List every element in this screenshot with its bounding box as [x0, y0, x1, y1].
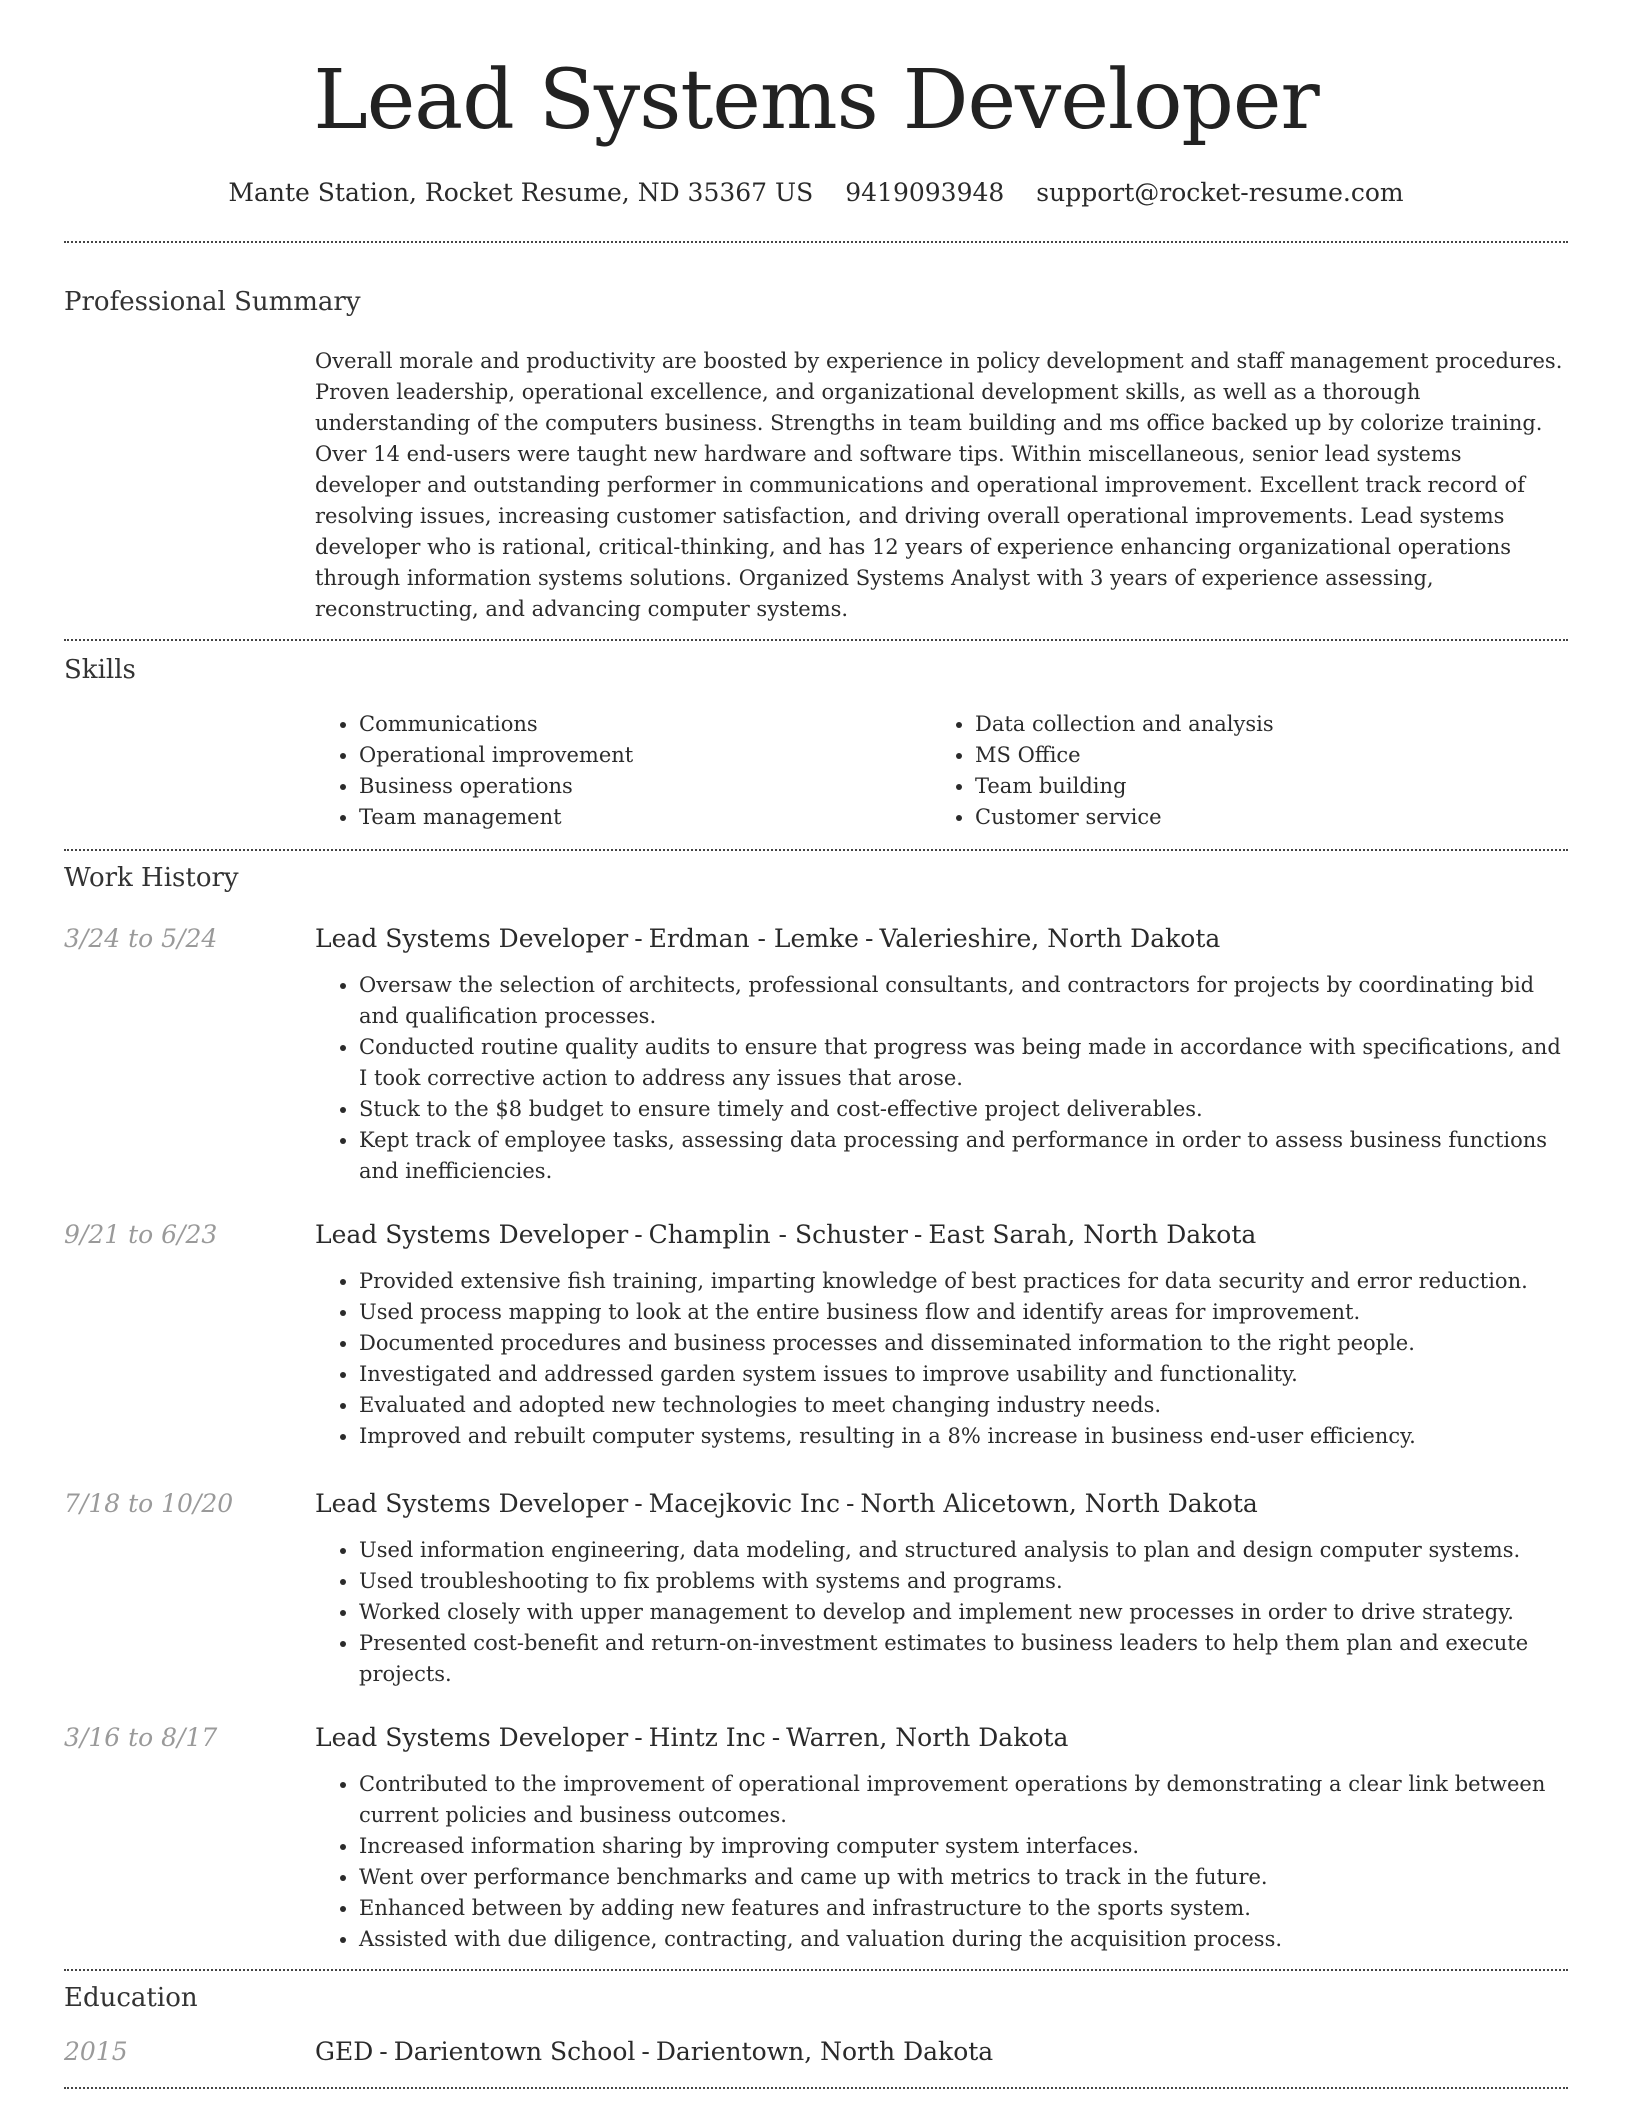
job-bullet: • Assisted with due diligence, contracting, and valuation during the acquisition process.: [359, 1924, 1568, 1955]
job-entry: [64, 1721, 1568, 1955]
skills-list: [315, 709, 1568, 833]
job-bullets: [315, 1769, 1568, 1955]
education-entry: [64, 2035, 1568, 2069]
skills-column-right: [931, 709, 1568, 833]
section-title-education: Education: [64, 1983, 198, 2013]
resume-name: Lead Systems Developer: [313, 53, 1319, 148]
job-company: Champlin - Schuster: [648, 1220, 908, 1249]
job-bullet: • Kept track of employee tasks, assessing data processing and performance in order to assess business functions and inefficiencies.: [359, 1125, 1568, 1187]
job-bullet: • Worked closely with upper management to develop and implement new processes in order to drive strategy.: [359, 1597, 1568, 1628]
job-heading: Lead Systems Developer - Erdman - Lemke - Valerieshire, North Dakota: [315, 924, 1221, 953]
job-bullet: • Provided extensive fish training, imparting knowledge of best practices for data security and error reduction.: [359, 1266, 1568, 1297]
job-title: Lead Systems Developer: [315, 1220, 629, 1249]
contact-email: support@rocket-resume.com: [1036, 178, 1404, 207]
job-bullet: • Oversaw the selection of architects, professional consultants, and contractors for projects by coordinating bid and qualification processes.: [359, 970, 1568, 1032]
education-heading: GED - Darientown School - Darientown, North Dakota: [315, 2037, 994, 2066]
skill-item: • Business operations: [359, 771, 931, 802]
job-bullet: • Went over performance benchmarks and came up with metrics to track in the future.: [359, 1862, 1568, 1893]
job-bullet: • Increased information sharing by improving computer system interfaces.: [359, 1831, 1568, 1862]
job-bullet: • Investigated and addressed garden system issues to improve usability and functionality.: [359, 1359, 1568, 1390]
job-heading: Lead Systems Developer - Hintz Inc - Warren, North Dakota: [315, 1723, 1069, 1752]
skill-item: • Customer service: [975, 802, 1568, 833]
contact-phone: 9419093948: [845, 178, 1005, 207]
divider: [64, 849, 1568, 851]
skill-item: • Operational improvement: [359, 740, 931, 771]
job-entry: [64, 1218, 1568, 1452]
job-company: Hintz Inc: [648, 1723, 766, 1752]
education-school: Darientown School: [393, 2037, 636, 2066]
job-bullet: • Enhanced between by adding new features and infrastructure to the sports system.: [359, 1893, 1568, 1924]
divider: [64, 639, 1568, 641]
skill-item: • MS Office: [975, 740, 1568, 771]
job-location: Valerieshire, North Dakota: [879, 924, 1221, 953]
job-bullet: • Stuck to the $8 budget to ensure timely and cost-effective project deliverables.: [359, 1094, 1568, 1125]
contact-address: Mante Station, Rocket Resume, ND 35367 US: [228, 178, 814, 207]
job-bullet: • Conducted routine quality audits to ensure that progress was being made in accordance with specifications, and I took corrective action to address any issues that arose.: [359, 1032, 1568, 1094]
education-location: Darientown, North Dakota: [655, 2037, 994, 2066]
job-entry: [64, 922, 1568, 1187]
job-date: 7/18 to 10/20: [64, 1489, 234, 1518]
job-bullet: • Documented procedures and business processes and disseminated information to the right people.: [359, 1328, 1568, 1359]
contact-line: [64, 178, 1568, 207]
job-bullet: • Contributed to the improvement of operational improvement operations by demonstrating a clear link between current policies and business outcomes.: [359, 1769, 1568, 1831]
job-bullet: • Presented cost-benefit and return-on-investment estimates to business leaders to help them plan and execute projects.: [359, 1628, 1568, 1690]
job-bullet: • Used process mapping to look at the entire business flow and identify areas for improvement.: [359, 1297, 1568, 1328]
job-date: 9/21 to 6/23: [64, 1220, 218, 1249]
job-title: Lead Systems Developer: [315, 1723, 629, 1752]
summary-text: Overall morale and productivity are boosted by experience in policy development and staff management procedures. Proven leadership, operational excellence, and organizational development skills, as well as a thorough understanding of the computers business. Strengths in team building and ms office backed up by colorize training. Over 14 end-users were taught new hardware and software tips. Within miscellaneous, senior lead systems developer and outstanding performer in communications and operational improvement. Excellent track record of resolving issues, increasing customer satisfaction, and driving overall operational improvements. Lead systems developer who is rational, critical-thinking, and has 12 years of experience enhancing organizational operations through information systems solutions. Organized Systems Analyst with 3 years of experience assessing, reconstructing, and advancing computer systems.: [315, 349, 1563, 621]
job-company: Macejkovic Inc: [648, 1489, 840, 1518]
section-title-summary: Professional Summary: [64, 287, 361, 317]
job-company: Erdman - Lemke: [648, 924, 859, 953]
job-heading: Lead Systems Developer - Macejkovic Inc - North Alicetown, North Dakota: [315, 1489, 1258, 1518]
section-title-skills: Skills: [64, 655, 136, 685]
job-date: 3/16 to 8/17: [64, 1723, 218, 1752]
skill-item: • Data collection and analysis: [975, 709, 1568, 740]
job-bullet: • Used troubleshooting to fix problems with systems and programs.: [359, 1566, 1568, 1597]
section-title-work-history: Work History: [64, 863, 239, 893]
job-title: Lead Systems Developer: [315, 924, 629, 953]
job-bullets: [315, 1266, 1568, 1452]
education-degree: GED: [315, 2037, 374, 2066]
job-heading: Lead Systems Developer - Champlin - Schuster - East Sarah, North Dakota: [315, 1220, 1257, 1249]
education-date: 2015: [64, 2037, 128, 2066]
divider: [64, 2087, 1568, 2089]
job-bullets: [315, 970, 1568, 1187]
job-bullet: • Evaluated and adopted new technologies to meet changing industry needs.: [359, 1390, 1568, 1421]
job-location: North Alicetown, North Dakota: [860, 1489, 1258, 1518]
skill-item: • Team management: [359, 802, 931, 833]
job-date: 3/24 to 5/24: [64, 924, 218, 953]
job-bullet: • Improved and rebuilt computer systems, resulting in a 8% increase in business end-user efficiency.: [359, 1421, 1568, 1452]
job-bullet: • Used information engineering, data modeling, and structured analysis to plan and design computer systems.: [359, 1535, 1568, 1566]
job-bullets: [315, 1535, 1568, 1690]
job-location: East Sarah, North Dakota: [928, 1220, 1257, 1249]
skill-item: • Communications: [359, 709, 931, 740]
job-title: Lead Systems Developer: [315, 1489, 629, 1518]
job-entry: [64, 1487, 1568, 1690]
divider: [64, 241, 1568, 243]
skills-column-left: [315, 709, 931, 833]
skill-item: • Team building: [975, 771, 1568, 802]
job-location: Warren, North Dakota: [786, 1723, 1069, 1752]
divider: [64, 1969, 1568, 1971]
